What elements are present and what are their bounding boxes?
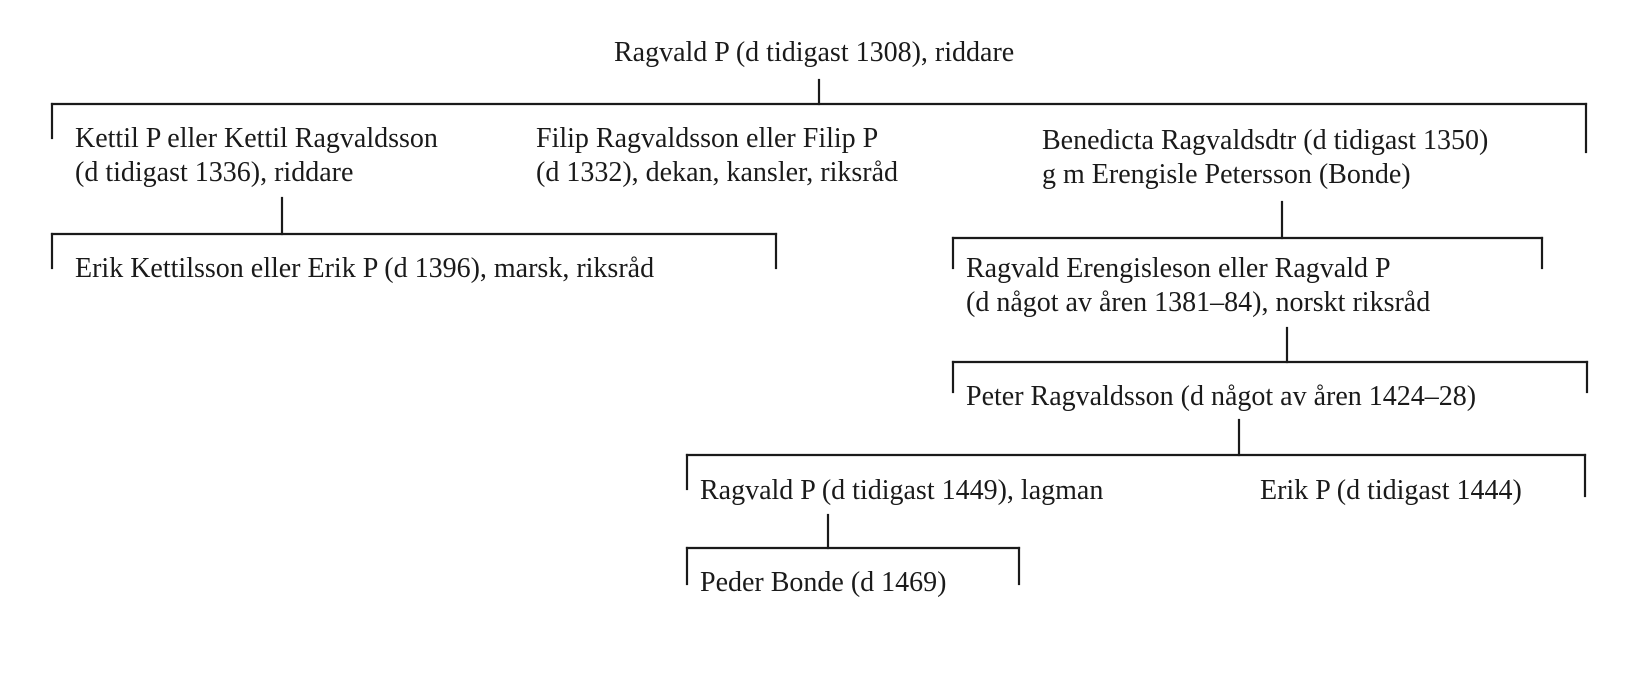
person-kettil-p [75, 122, 438, 190]
person-detail-line: (d 1332), dekan, kansler, riksråd [536, 157, 898, 188]
person-name-line: Filip Ragvaldsson eller Filip P [536, 123, 879, 154]
person-erik-p [1260, 474, 1522, 508]
person-peter-ragvaldsson [966, 380, 1476, 414]
person-name-line: Kettil P eller Kettil Ragvaldsson [75, 123, 438, 154]
person-name-line: Erik Kettilsson eller Erik P (d 1396), marsk, riksråd [75, 253, 655, 284]
person-ragvald-p-lagman [700, 474, 1103, 508]
person-name-line: Benedicta Ragvaldsdtr (d tidigast 1350) [1042, 125, 1489, 156]
person-peder-bonde [700, 566, 947, 600]
person-name-line: Ragvald P (d tidigast 1308), riddare [614, 37, 1015, 68]
person-name-line: Peder Bonde (d 1469) [700, 567, 947, 598]
person-erik-kettilsson [75, 252, 654, 286]
person-detail-line: (d tidigast 1336), riddare [75, 157, 354, 188]
person-detail-line: (d något av åren 1381–84), norskt riksråd [966, 287, 1431, 318]
person-benedicta-ragvaldsdtr [1042, 124, 1488, 192]
person-detail-line: g m Erengisle Petersson (Bonde) [1042, 159, 1411, 190]
person-filip-ragvaldsson [536, 122, 898, 190]
person-ragvald-erengisleson [966, 252, 1430, 320]
person-name-line: Peter Ragvaldsson (d något av åren 1424–28) [966, 381, 1477, 412]
person-ragvald-p-riddare [614, 36, 1014, 70]
person-name-line: Erik P (d tidigast 1444) [1260, 475, 1522, 506]
person-name-line: Ragvald P (d tidigast 1449), lagman [700, 475, 1104, 506]
person-name-line: Ragvald Erengisleson eller Ragvald P [966, 253, 1391, 284]
